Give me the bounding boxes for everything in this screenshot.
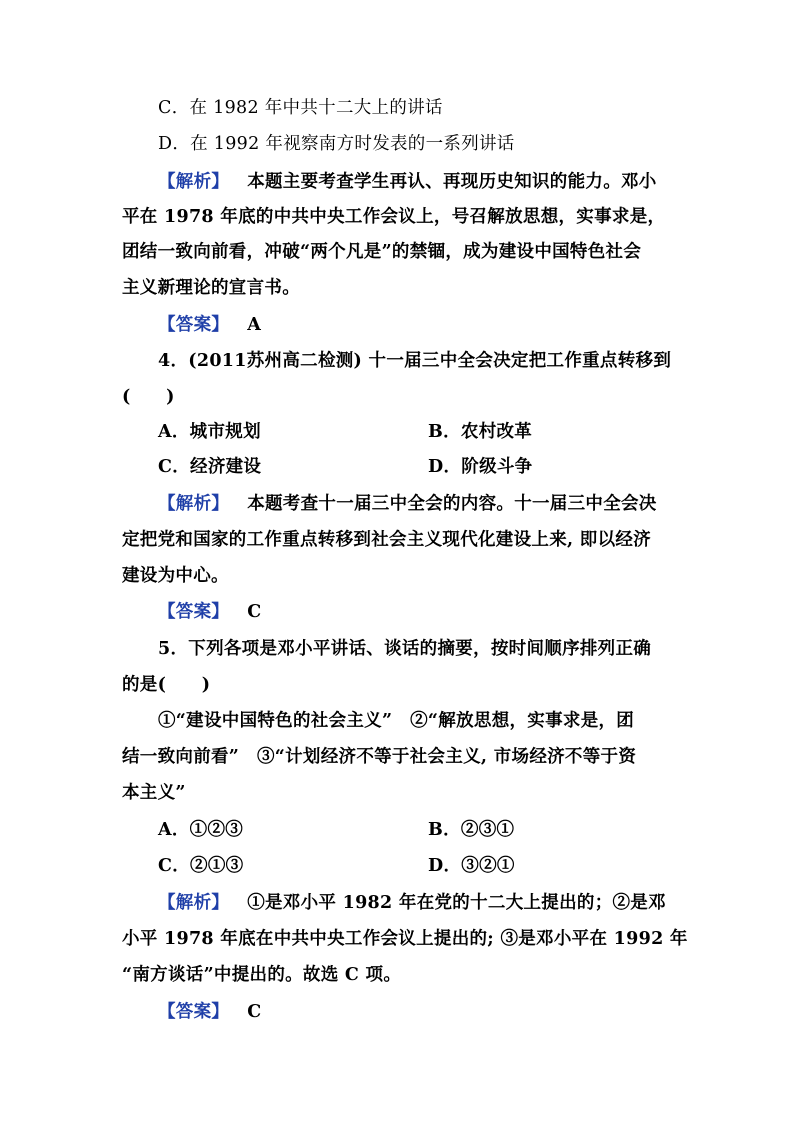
option-c-q3: C．在 1982 年中共十二大上的讲话 (158, 98, 443, 118)
analysis-label: 【解析】 (158, 172, 230, 192)
analysis-q4-line1 (158, 492, 718, 516)
option-b: B．②③① (428, 820, 515, 840)
option-d: D．阶级斗争 (428, 457, 533, 477)
analysis-q4-line3: 建设为中心。 (122, 566, 229, 586)
analysis-text: ①是邓小平 1982 年在党的十二大上提出的；②是邓 (247, 893, 666, 913)
answer-q4 (158, 600, 718, 624)
analysis-q3-line1 (158, 170, 718, 194)
option-c: C．②①③ (158, 856, 244, 876)
answer-value: C (247, 1002, 262, 1022)
option-c: C．经济建设 (158, 457, 262, 477)
question-5-line3: ①“建设中国特色的社会主义” ②“解放思想，实事求是，团 (158, 711, 635, 731)
answer-label: 【答案】 (158, 315, 230, 335)
analysis-text: 本题主要考查学生再认、再现历史知识的能力。邓小 (247, 172, 657, 192)
question-5-line2: 的是( ) (122, 675, 211, 695)
q4-options-row2 (158, 455, 718, 479)
analysis-q5-line2: 小平 1978 年底在中共中央工作会议上提出的; ③是邓小平在 1992 年 (122, 929, 688, 949)
q4-options-row1 (158, 420, 718, 444)
question-4-line1: 4．(2011苏州高二检测) 十一届三中全会决定把工作重点转移到 (158, 351, 672, 371)
answer-label: 【答案】 (158, 1002, 230, 1022)
q5-options-row1 (158, 818, 718, 842)
question-4-line2: ( ) (122, 387, 175, 407)
option-a: A．①②③ (158, 820, 244, 840)
analysis-q4-line2: 定把党和国家的工作重点转移到社会主义现代化建设上来, 即以经济 (122, 530, 651, 550)
option-b: B．农村改革 (428, 422, 533, 442)
analysis-q3-line4: 主义新理论的宣言书。 (122, 278, 300, 298)
analysis-q3-line3: 团结一致向前看，冲破“两个凡是”的禁锢，成为建设中国特色社会 (122, 242, 642, 262)
analysis-q3-line2: 平在 1978 年底的中共中央工作会议上，号召解放思想，实事求是， (122, 207, 666, 227)
answer-value: A (247, 315, 262, 335)
answer-value: C (247, 602, 262, 622)
option-d: D．③②① (428, 856, 515, 876)
question-5-line1: 5．下列各项是邓小平讲话、谈话的摘要，按时间顺序排列正确 (158, 639, 652, 659)
analysis-text: 本题考查十一届三中全会的内容。十一届三中全会决 (247, 494, 657, 514)
analysis-label: 【解析】 (158, 494, 230, 514)
analysis-q5-line3: “南方谈话”中提出的。故选 C 项。 (122, 965, 402, 985)
question-5-line4: 结一致向前看” ③“计划经济不等于社会主义, 市场经济不等于资 (122, 747, 637, 767)
answer-q5 (158, 1000, 718, 1024)
option-a: A．城市规划 (158, 422, 261, 442)
answer-q3 (158, 313, 718, 337)
q5-options-row2 (158, 854, 718, 878)
answer-label: 【答案】 (158, 602, 230, 622)
analysis-label: 【解析】 (158, 893, 230, 913)
analysis-q5-line1 (158, 891, 718, 915)
option-d-q3: D．在 1992 年视察南方时发表的一系列讲话 (158, 134, 515, 154)
question-5-line5: 本主义” (122, 783, 186, 803)
